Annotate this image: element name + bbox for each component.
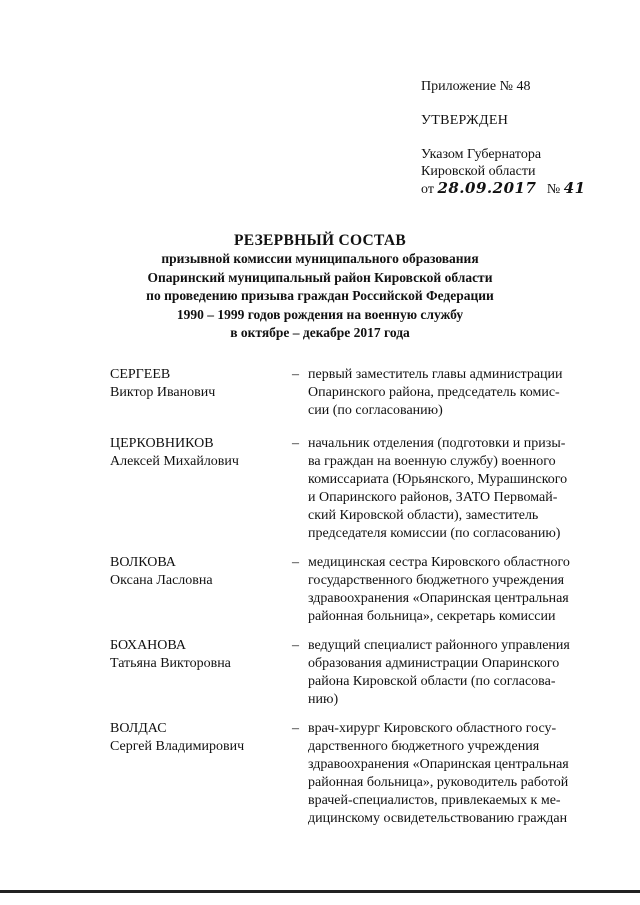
- title-line-5: 1990 – 1999 годов рождения на военную службу: [176, 306, 464, 322]
- role-line: ский Кировской области), заместитель: [308, 508, 539, 523]
- member-given-name: Виктор Иванович: [110, 385, 216, 400]
- member-surname: ВОЛДАС: [110, 721, 167, 736]
- role-line: медицинская сестра Кировского областного: [308, 555, 570, 570]
- role-line: государственного бюджетного учреждения: [308, 573, 565, 588]
- member-dash: –: [292, 638, 299, 653]
- role-line: образования администрации Опаринского: [308, 656, 560, 671]
- role-line: комиссариата (Юрьянского, Мурашинского: [308, 472, 568, 487]
- member-given-name: Оксана Ласловна: [110, 573, 213, 588]
- handwritten-date: 28.09.2017: [437, 179, 537, 197]
- title-line-3: Опаринский муниципальный район Кировской области: [147, 269, 493, 285]
- member-name: [110, 435, 280, 471]
- role-line: районная больница», руководитель работой: [308, 775, 569, 790]
- role-line: района Кировской области (по согласова-: [308, 674, 556, 689]
- decree-date-line: [421, 180, 621, 198]
- title-line-4: по проведению призыва граждан Российской Федерации: [146, 288, 494, 303]
- member-given-name: Алексей Михайлович: [110, 454, 239, 469]
- annex-number: Приложение № 48: [421, 79, 531, 94]
- member-role: [308, 435, 585, 543]
- member-surname: СЕРГЕЕВ: [110, 367, 171, 382]
- number-prefix: №: [546, 182, 561, 197]
- role-line: ведущий специалист районного управления: [308, 638, 570, 653]
- member-role: [308, 554, 585, 626]
- member-surname: ЦЕРКОВНИКОВ: [110, 436, 214, 451]
- handwritten-number: 41: [563, 179, 586, 197]
- role-line: и Опаринского районов, ЗАТО Первомай-: [308, 490, 558, 505]
- member-given-name: Сергей Владимирович: [110, 739, 245, 754]
- role-line: начальник отделения (подготовки и призы-: [308, 436, 566, 451]
- date-prefix: от: [421, 182, 434, 197]
- approved-label: УТВЕРЖДЕН: [421, 113, 509, 128]
- role-line: первый заместитель главы администрации: [308, 367, 563, 382]
- role-line: здравоохранения «Опаринская центральная: [308, 757, 569, 772]
- member-role: [308, 637, 585, 709]
- member-surname: ВОЛКОВА: [110, 555, 176, 570]
- member-given-name: Татьяна Викторовна: [110, 656, 231, 671]
- role-line: врачей-специалистов, привлекаемых к ме-: [308, 793, 561, 808]
- member-role: [308, 366, 585, 420]
- member-name: [110, 554, 280, 590]
- title-line-6: в октябре – декабре 2017 года: [230, 325, 410, 340]
- role-line: врач-хирург Кировского областного госу-: [308, 721, 557, 736]
- role-line: дицинскому освидетельствованию граждан: [308, 811, 568, 826]
- role-line: Опаринского района, председатель комис-: [308, 385, 560, 400]
- member-dash: –: [292, 436, 299, 451]
- member-dash: –: [292, 367, 299, 382]
- member-dash: –: [292, 555, 299, 570]
- member-name: [110, 637, 280, 673]
- role-line: здравоохранения «Опаринская центральная: [308, 591, 569, 606]
- member-role: [308, 720, 585, 828]
- role-line: дарственного бюджетного учреждения: [308, 739, 540, 754]
- member-name: [110, 720, 280, 756]
- decree-line-1: Указом Губернатора: [421, 147, 542, 162]
- member-dash: –: [292, 721, 299, 736]
- role-line: ва граждан на военную службу) военного: [308, 454, 556, 469]
- member-surname: БОХАНОВА: [110, 638, 186, 653]
- role-line: председателя комиссии (по согласованию): [308, 526, 561, 541]
- document-title: [120, 231, 520, 343]
- role-line: нию): [308, 692, 339, 707]
- member-name: [110, 366, 280, 402]
- role-line: районная больница», секретарь комиссии: [308, 609, 556, 624]
- role-line: сии (по согласованию): [308, 403, 443, 418]
- title-line-1: РЕЗЕРВНЫЙ СОСТАВ: [233, 232, 407, 249]
- page-bottom-rule: [0, 890, 640, 893]
- approval-block: [421, 78, 621, 198]
- decree-line-2: Кировской области: [421, 164, 536, 179]
- title-line-2: призывной комиссии муниципального образования: [161, 251, 479, 266]
